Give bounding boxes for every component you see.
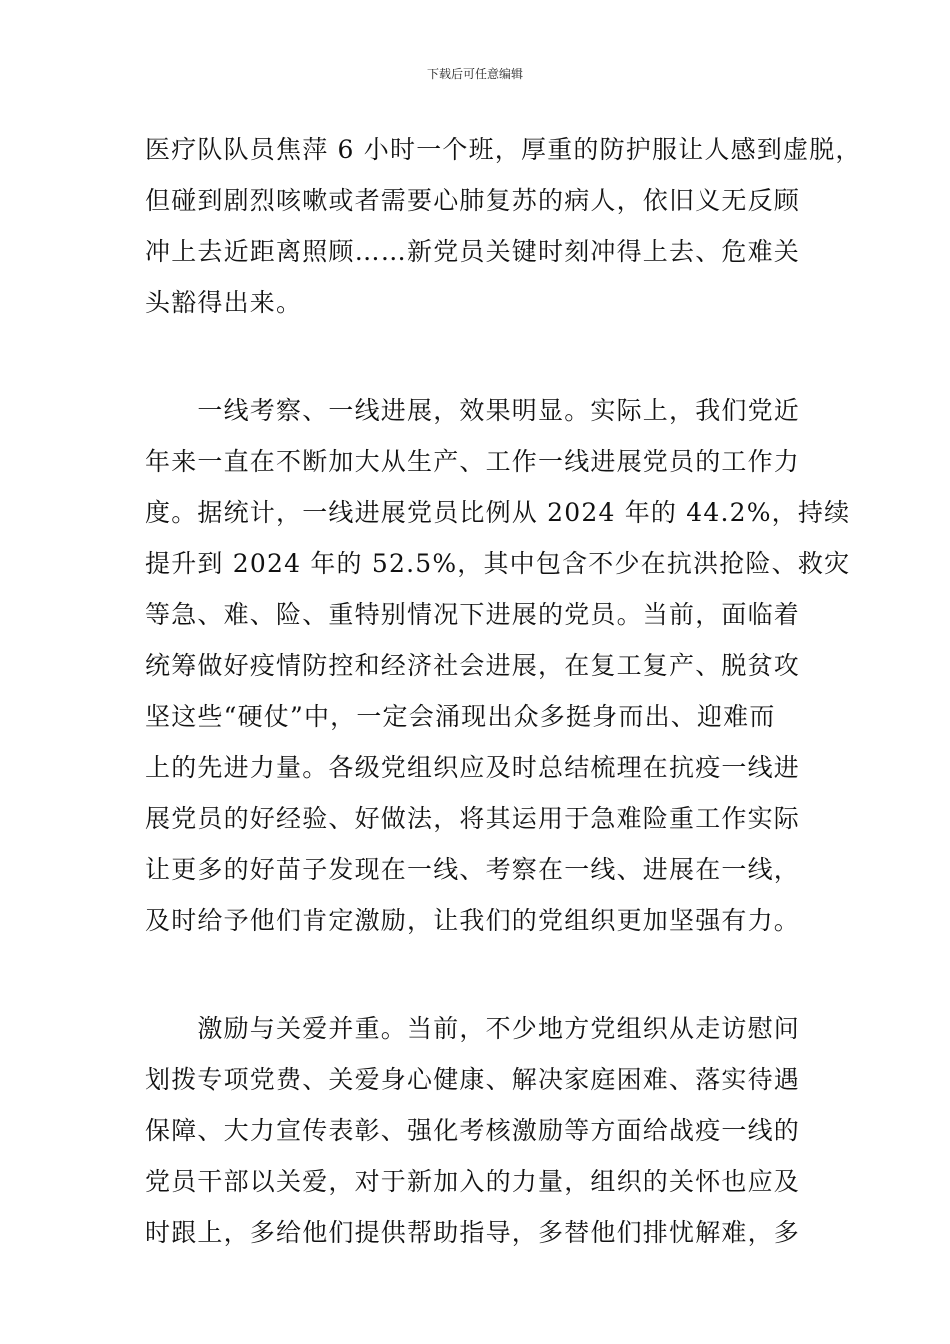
- paragraph-spacer: [145, 328, 810, 385]
- text-line: 坚这些“硬仗”中，一定会涌现出众多挺身而出、迎难而: [145, 702, 776, 731]
- text-line: 上的先进力量。各级党组织应及时总结梳理在抗疫一线进: [145, 753, 801, 782]
- text-line: 头豁得出来。: [145, 288, 303, 317]
- text-line: 时跟上，多给他们提供帮助指导，多替他们排忧解难，多: [145, 1218, 801, 1247]
- text-line: 党员干部以关爱，对于新加入的力量，组织的关怀也应及: [145, 1167, 801, 1196]
- text-line: 激励与关爱并重。当前，不少地方党组织从走访慰问: [145, 1014, 801, 1043]
- paragraph: [145, 1003, 810, 1258]
- text-line: 让更多的好苗子发现在一线、考察在一线、进展在一线，: [145, 855, 801, 884]
- paragraph-spacer: [145, 946, 810, 1003]
- page-header: 下载后可任意编辑: [426, 67, 523, 81]
- text-line: 但碰到剧烈咳嗽或者需要心肺复苏的病人，依旧义无反顾: [145, 186, 801, 215]
- text-line: 及时给予他们肯定激励，让我们的党组织更加坚强有力。: [145, 906, 801, 935]
- text-line: 年来一直在不断加大从生产、工作一线进展党员的工作力: [145, 447, 801, 476]
- text-line: 等急、难、险、重特别情况下进展的党员。当前，面临着: [145, 600, 801, 629]
- text-line: 划拨专项党费、关爱身心健康、解决家庭困难、落实待遇: [145, 1065, 801, 1094]
- text-line: 提升到 2024 年的 52.5%，其中包含不少在抗洪抢险、救灾: [145, 549, 851, 578]
- text-line: 医疗队队员焦萍 6 小时一个班，厚重的防护服让人感到虚脱，: [145, 135, 862, 164]
- text-line: 展党员的好经验、好做法，将其运用于急难险重工作实际: [145, 804, 801, 833]
- text-line: 度。据统计，一线进展党员比例从 2024 年的 44.2%，持续: [145, 498, 851, 527]
- text-line: 冲上去近距离照顾……新党员关键时刻冲得上去、危难关: [145, 237, 801, 266]
- document-body: [145, 124, 862, 1258]
- text-line: 保障、大力宣传表彰、强化考核激励等方面给战疫一线的: [145, 1116, 801, 1145]
- paragraph: [145, 385, 851, 946]
- paragraph: [145, 124, 862, 328]
- text-line: 统筹做好疫情防控和经济社会进展，在复工复产、脱贫攻: [145, 651, 801, 680]
- text-line: 一线考察、一线进展，效果明显。实际上，我们党近: [145, 396, 801, 425]
